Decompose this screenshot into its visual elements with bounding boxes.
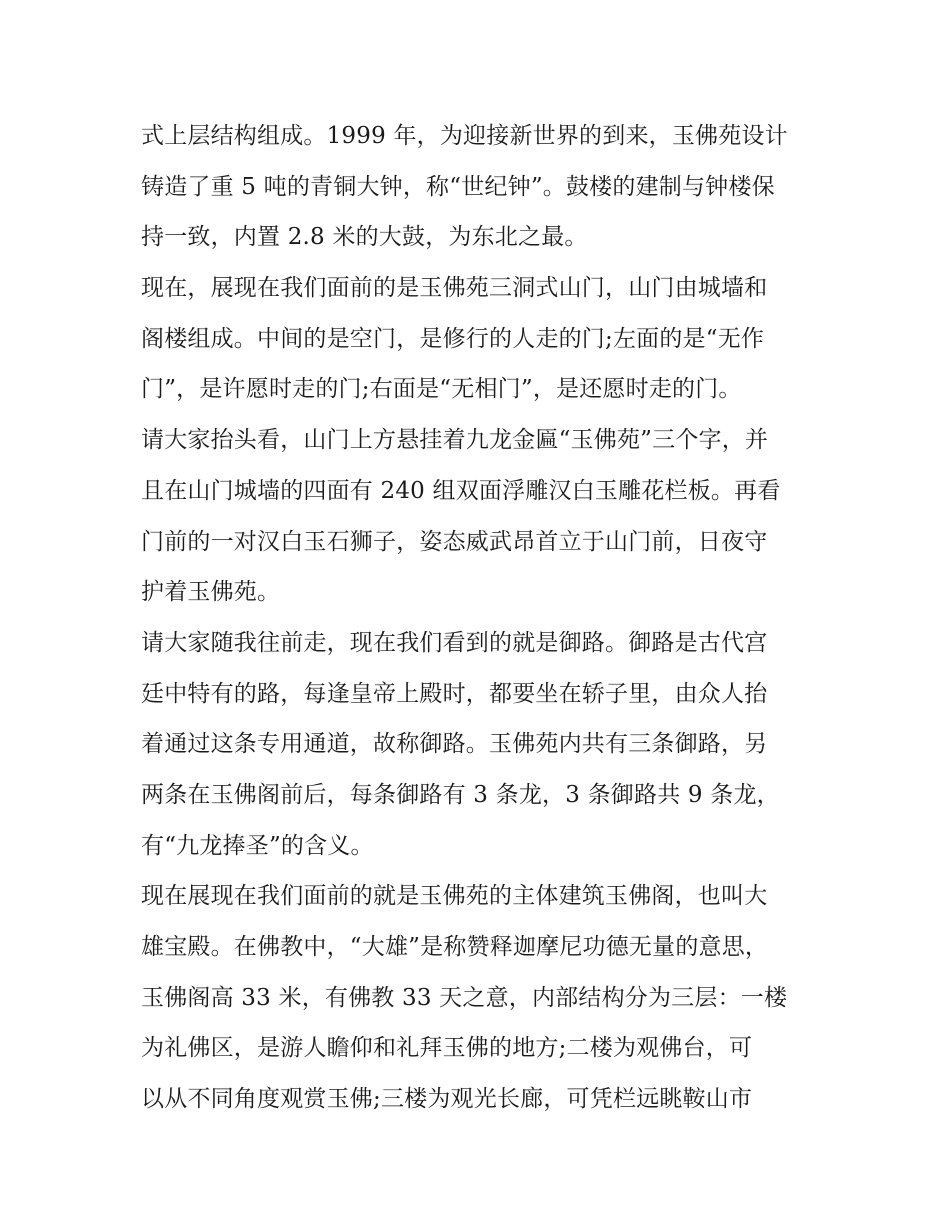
text-line: 请大家抬头看，山门上方悬挂着九龙金匾“玉佛苑”三个字，并 [141,427,769,454]
text-line: 着通过这条专用通道，故称御路。玉佛苑内共有三条御路，另 [141,731,768,758]
text-line: 阁楼组成。中间的是空门，是修行的人走的门;左面的是“无作 [141,325,765,352]
text-line: 铸造了重 5 吨的青铜大钟，称“世纪钟”。鼓楼的建制与钟楼保 [141,173,775,200]
text-line: 持一致，内置 2.8 米的大鼓，为东北之最。 [141,224,588,251]
text-line: 现在，展现在我们面前的是玉佛苑三洞式山门，山门由城墙和 [141,275,768,302]
document-body [141,111,821,1125]
text-line: 玉佛阁高 33 米，有佛教 33 天之意，内部结构分为三层：一楼 [141,984,788,1011]
text-line: 现在展现在我们面前的就是玉佛苑的主体建筑玉佛阁，也叫大 [141,883,768,910]
text-line: 以从不同角度观赏玉佛;三楼为观光长廊，可凭栏远眺鞍山市 [141,1086,753,1113]
text-line: 且在山门城墙的四面有 240 组双面浮雕汉白玉雕花栏板。再看 [141,477,781,504]
text-line: 门前的一对汉白玉石狮子，姿态威武昂首立于山门前，日夜守 [141,528,768,555]
text-line: 式上层结构组成。1999 年，为迎接新世界的到来，玉佛苑设计 [141,123,788,149]
text-line: 门”，是许愿时走的门;右面是“无相门”，是还愿时走的门。 [141,376,742,403]
text-line: 两条在玉佛阁前后，每条御路有 3 条龙，3 条御路共 9 条龙， [141,781,780,808]
text-line: 请大家随我往前走，现在我们看到的就是御路。御路是古代宫 [141,629,768,656]
text-line: 雄宝殿。在佛教中，“大雄”是称赞释迦摩尼功德无量的意思， [141,934,769,960]
text-line: 护着玉佛苑。 [141,579,281,606]
text-line: 为礼佛区，是游人瞻仰和礼拜玉佛的地方;二楼为观佛台，可 [141,1035,753,1062]
text-line: 廷中特有的路，每逢皇帝上殿时，都要坐在轿子里，由众人抬 [141,680,768,707]
text-line: 有“九龙捧圣”的含义。 [141,832,374,859]
